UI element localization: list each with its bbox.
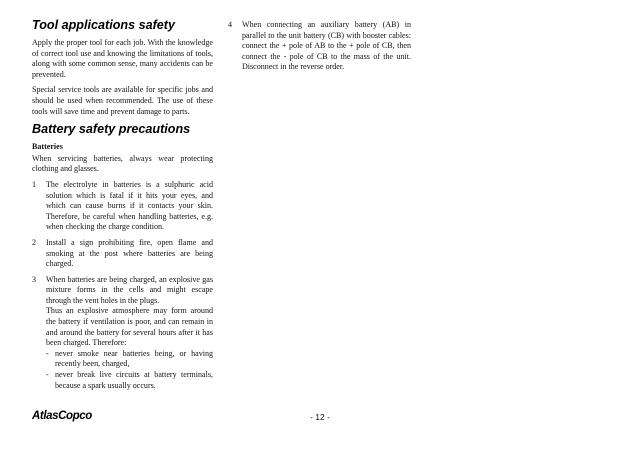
- list-item-3: [32, 275, 213, 392]
- list-item-number: 4: [228, 20, 233, 29]
- list-item-number: 1: [32, 179, 37, 189]
- paragraph-special-tools: Special service tools are available for specific jobs and should be used when recommended. The use of these tools will save time and prevent damage to parts.: [32, 85, 213, 116]
- page-number: - 12 -: [310, 412, 330, 422]
- subheading-batteries: Batteries: [32, 142, 63, 152]
- dash-item: [46, 370, 213, 391]
- left-column: [32, 18, 213, 396]
- list-item-text: The electrolyte in batteries is a sulphuric acid solution which is fatal if it hits your eyes, and which can cause burns if it contacts your skin. Therefore, be careful when handling batteries, e.g. when checking the charge condition.: [46, 179, 213, 232]
- dash-item-text: never break live circuits at battery terminals, because a spark usually occurs.: [55, 370, 213, 390]
- dash-mark: -: [46, 348, 49, 358]
- dash-item: [46, 349, 213, 370]
- list-item-4: [228, 20, 411, 73]
- list-item-text: When connecting an auxiliary battery (AB) in parallel to the unit battery (CB) with booster cables: connect the + pole of AB to the + pole of CB, then connect the - pole of CB to the mass of the unit. Disconnect in the reverse order.: [242, 20, 411, 72]
- dash-list: [46, 349, 213, 391]
- list-item-text: Install a sign prohibiting fire, open flame and smoking at the post where batteries are being charged.: [46, 237, 213, 269]
- paragraph-protective-clothing: When servicing batteries, always wear protecting clothing and glasses.: [32, 153, 213, 174]
- list-item-text: When batteries are being charged, an explosive gas mixture forms in the cells and might escape through the vent holes in the plugs.: [46, 274, 213, 305]
- dash-item-text: never smoke near batteries being, or having recently been, charged,: [55, 348, 213, 369]
- list-item-1: [32, 180, 213, 233]
- list-item-number: 2: [32, 237, 37, 247]
- right-column: [228, 20, 411, 78]
- paragraph-tool-use: Apply the proper tool for each job. With the knowledge of correct tool use and knowing the limitations of tools, along with some common sense, many accidents can be prevented.: [32, 38, 213, 79]
- section-title-tool-safety: Tool applications safety: [32, 18, 175, 32]
- section-title-battery-safety: Battery safety precautions: [32, 122, 191, 137]
- list-item-text-continued: Thus an explosive atmosphere may form around the battery if ventilation is poor, and can remain in and around the battery for several hours after it has been charged. Therefore:: [46, 306, 213, 348]
- dash-mark: -: [46, 370, 49, 380]
- atlas-copco-logo: AtlasCopco: [32, 410, 92, 422]
- list-item-number: 3: [32, 274, 37, 284]
- list-item-2: [32, 238, 213, 270]
